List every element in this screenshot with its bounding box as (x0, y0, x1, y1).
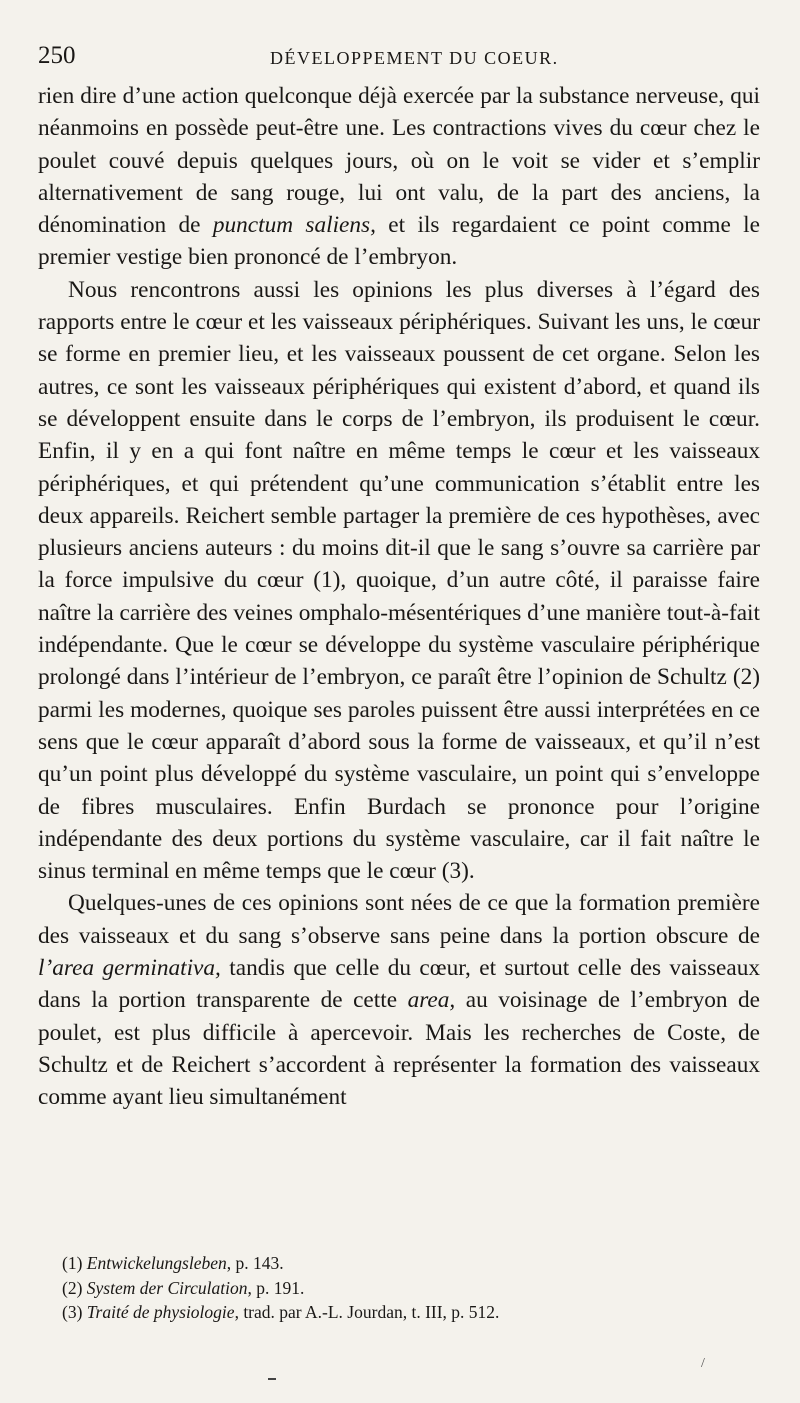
book-page (38, 40, 760, 1114)
latin-term: punctum saliens, (212, 212, 376, 239)
page-header (38, 40, 760, 80)
footnote-3: (3) Traité de physiologie, trad. par A.-L. Jourdan, t. III, p. 512. (62, 1302, 500, 1322)
footnote-1: (1) Entwickelungsleben, p. 143. (62, 1253, 284, 1273)
footnotes (62, 1251, 702, 1325)
paragraph-2: Nous rencontrons aussi les opinions les plus diverses à l’égard des rapports entre le cœur et les vaisseaux périphériques. Suivant les uns, le cœur se forme en premier lieu, et les vaisseaux poussent de cet organe. Selon les autres, ce sont les vaisseaux périphériques qui existent d’abord, et quand ils se développent ensuite dans le corps de l’embryon, ils produisent le cœur. Enfin, il y en a qui font naître en même temps le cœur et les vaisseaux périphériques, et qui prétendent qu’une communication s’établit entre les deux appareils. Reichert semble partager la première de ces hypothèses, avec plusieurs anciens auteurs : du moins dit-il que le sang s’ouvre sa carrière par la force impulsive du cœur (1), quoique, d’un autre côté, il paraisse faire naître la carrière des veines omphalo-mésentériques d’une manière tout-à-fait indépendante. Que le cœur se développe du système vasculaire périphérique prolongé dans l’intérieur de l’embryon, ce paraît être l’opinion de Schultz (2) parmi les modernes, quoique ses paroles puissent être aussi interprétées en ce sens que le cœur apparaît d’abord sous la forme de vaisseaux, et qu’il n’est qu’un point plus développé du système vasculaire, un point qui s’enveloppe de fibres musculaires. Enfin Burdach se prononce pour l’origine indépendante des deux portions du système vasculaire, car il fait naître le sinus terminal en même temps que le cœur (3). (38, 276, 760, 885)
print-mark (268, 1378, 276, 1380)
paragraph-1: rien dire d’une action quelconque déjà exercée par la substance nerveuse, qui néanmoins en possède peut-être une. Les contractions vives du cœur chez le poulet couvé depuis quelques jours, où on le voit se vider et s’emplir alternativement de sang rouge, lui ont valu, de la part des anciens, la dénomination de punctum saliens, et ils regardaient ce point comme le premier vestige bien prononcé de l’embryon. (38, 83, 760, 271)
footnote-2: (2) System der Circulation, p. 191. (62, 1277, 305, 1298)
page-number: 250 (38, 42, 76, 69)
print-mark: / (701, 1356, 705, 1371)
running-head: DÉVELOPPEMENT DU COEUR. (270, 48, 559, 68)
latin-term: area, (407, 987, 456, 1014)
latin-term: l’area germinativa, (38, 955, 221, 982)
paragraph-3: Quelques-unes de ces opinions sont nées de ce que la formation première des vaisseaux et du sang s’observe sans peine dans la portion obscure de l’area germinativa, tandis que celle du cœur, et surtout celle des vaisseaux dans la portion transparente de cette area, au voisinage de l’embryon de poulet, est plus difficile à apercevoir. Mais les recherches de Coste, de Schultz et de Reichert s’accordent à représenter la formation des vaisseaux comme ayant lieu simultanément (38, 890, 760, 1111)
